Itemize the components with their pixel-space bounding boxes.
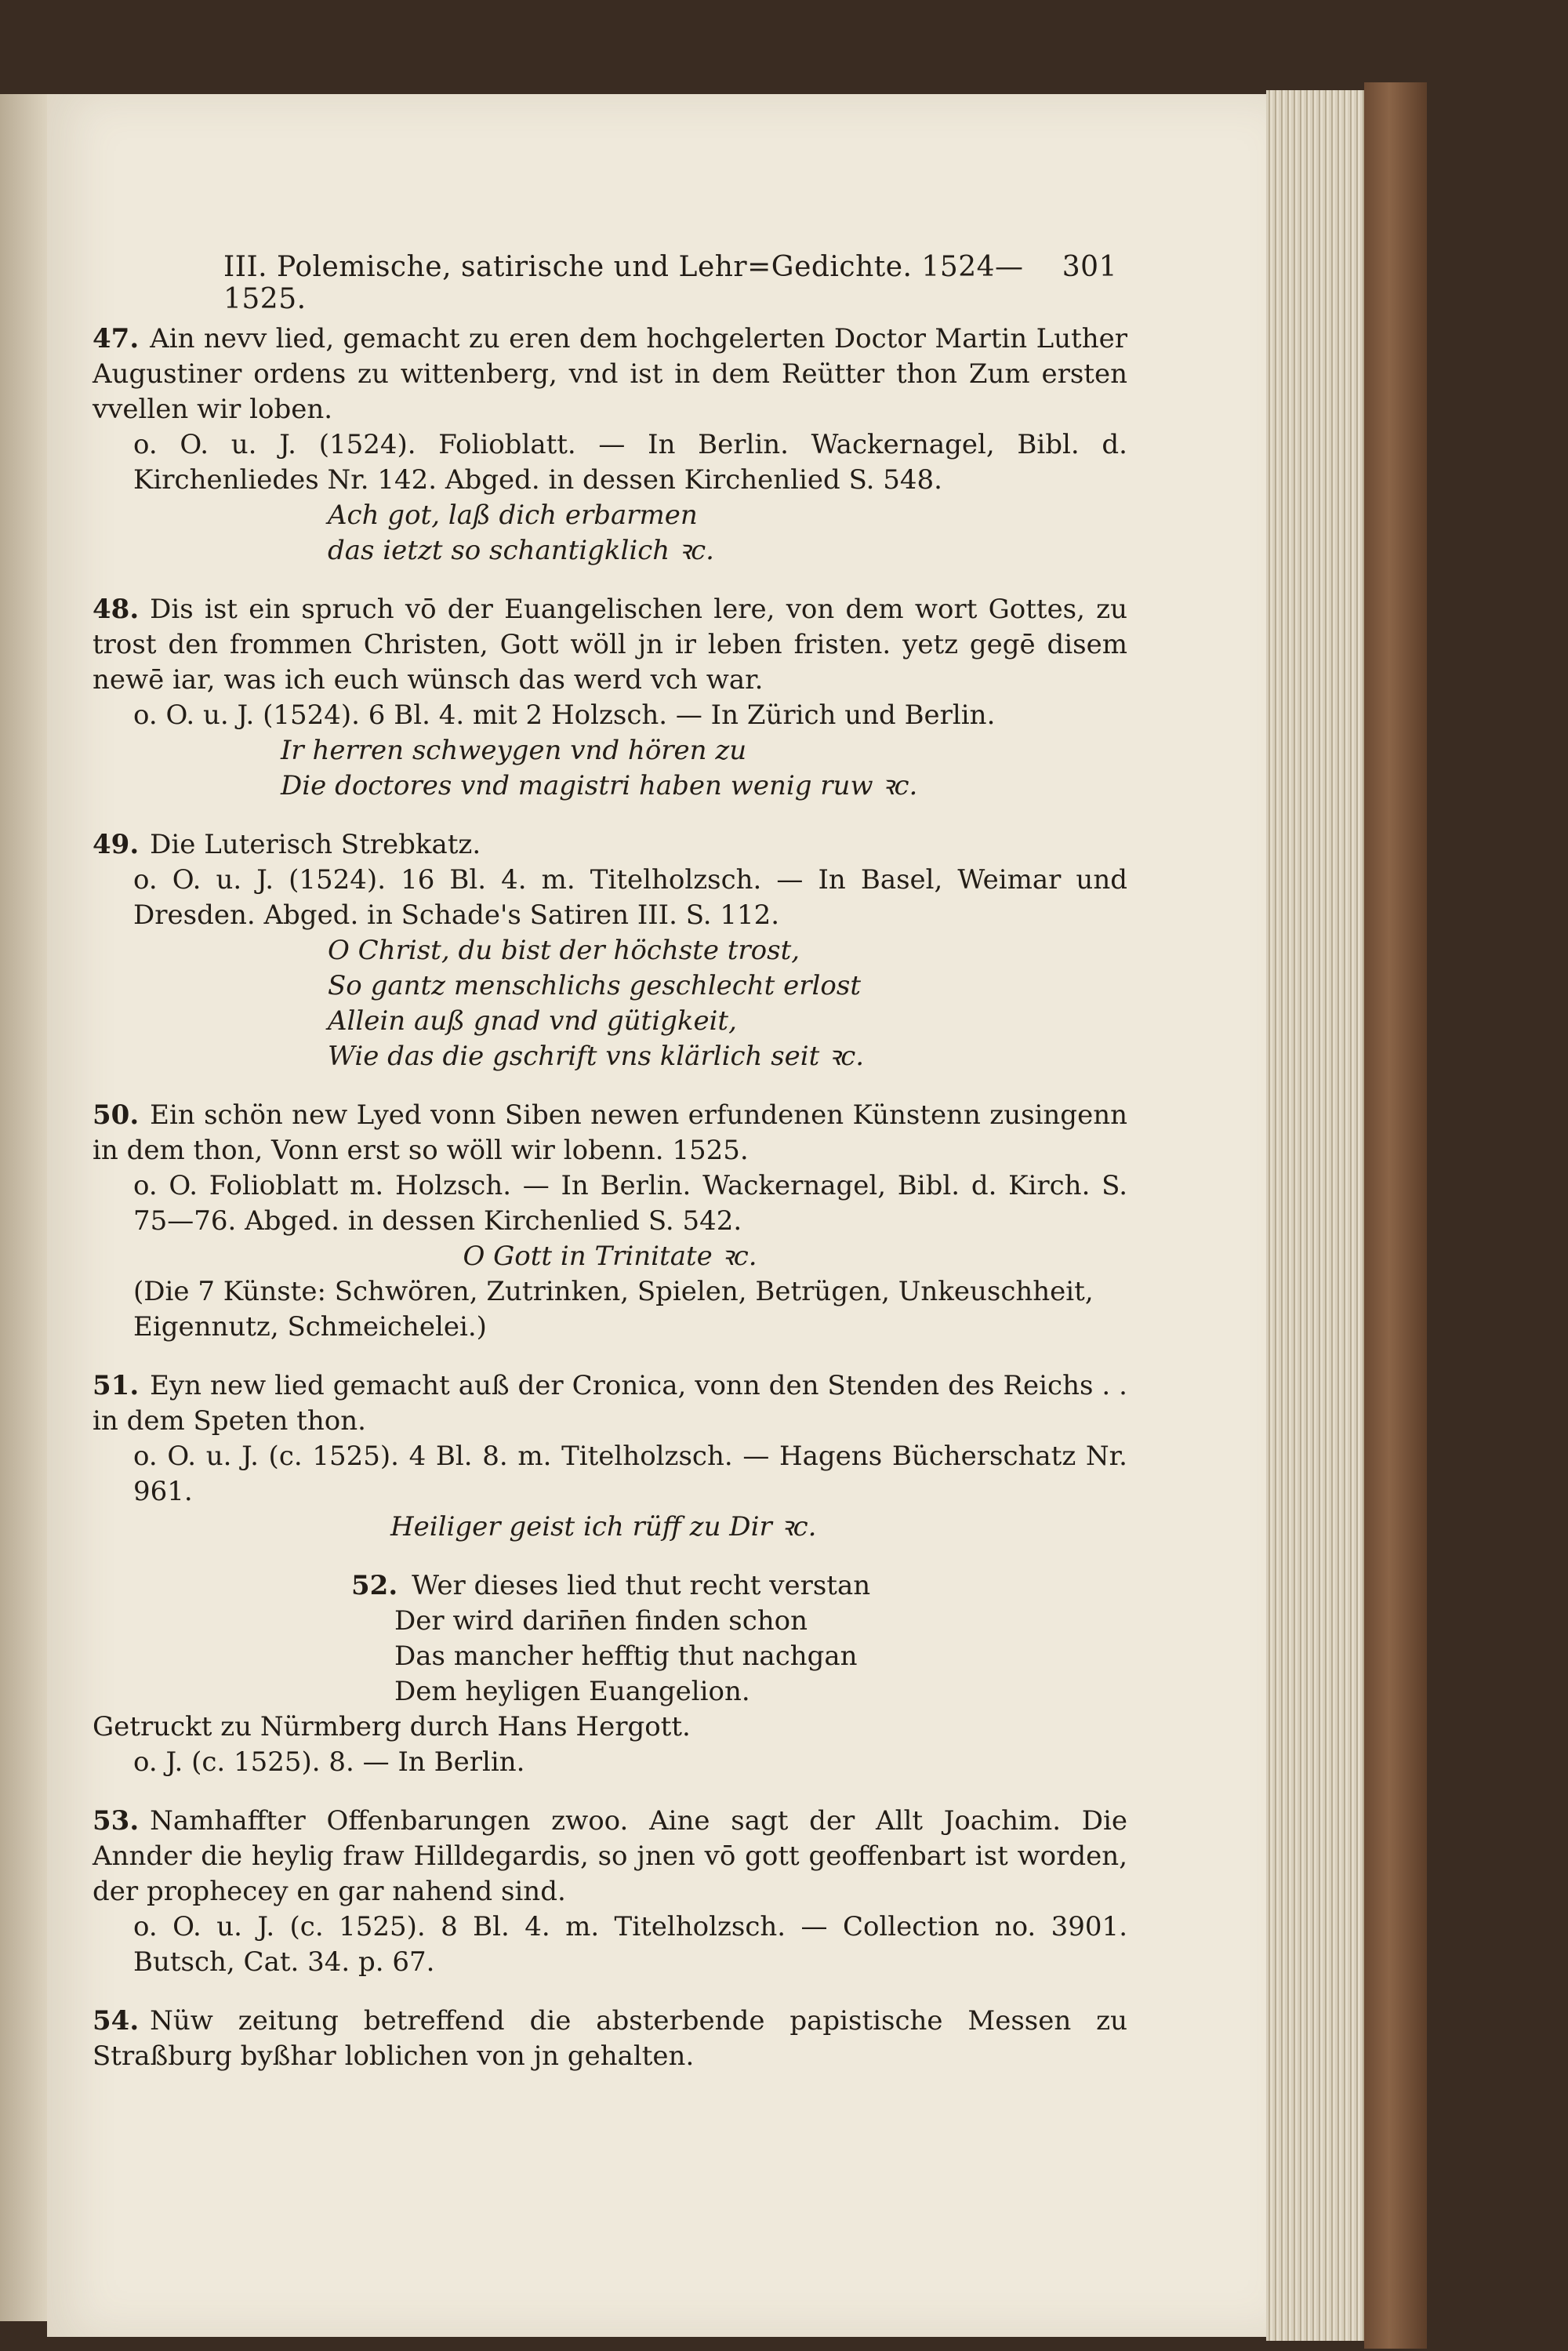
incipit-line: Allein auß gnad vnd gütigkeit,: [328, 1005, 737, 1037]
entry-53: [93, 1804, 1127, 1980]
poem-line: Dem heyligen Euangelion.: [394, 1676, 750, 1707]
entry-bibliography: o. O. u. J. (1524). 16 Bl. 4. m. Titelholzsch. — In Basel, Weimar und Dresden. Abged. in Schade's Satiren III. S. 112.: [133, 864, 1127, 931]
page-stack-edges: [1266, 90, 1364, 2341]
entry-bibliography: o. O. Folioblatt m. Holzsch. — In Berlin. Wackernagel, Bibl. d. Kirch. S. 75—76. Abged. in dessen Kirchenlied S. 542.: [133, 1170, 1127, 1237]
entry-bibliography: o. O. u. J. (1524). Folioblatt. — In Berlin. Wackernagel, Bibl. d. Kirchenliedes Nr. 142. Abged. in dessen Kirchenlied S. 548.: [133, 429, 1127, 496]
running-head: [223, 251, 1117, 315]
incipit-line: Die doctores vnd magistri haben wenig ruw ꝛc.: [281, 770, 918, 801]
incipit-line: Ach got, laß dich erbarmen: [328, 500, 698, 531]
entry-49: [93, 827, 1127, 1074]
incipit-line: So gantz menschlichs geschlecht erlost: [328, 970, 861, 1001]
entry-number: 52.: [351, 1570, 398, 1601]
entry-bibliography: o. O. u. J. (c. 1525). 8 Bl. 4. m. Titelholzsch. — Collection no. 3901. Butsch, Cat. 34. p. 67.: [133, 1911, 1127, 1978]
entry-title: Getruckt zu Nürmberg durch Hans Hergott.: [93, 1711, 691, 1742]
entry-54: [93, 2004, 1127, 2074]
incipit-line: das ietzt so schantigklich ꝛc.: [328, 535, 714, 566]
entry-bibliography: o. J. (c. 1525). 8. — In Berlin.: [133, 1746, 525, 1778]
entry-bibliography: o. O. u. J. (c. 1525). 4 Bl. 8. m. Titelholzsch. — Hagens Bücherschatz Nr. 961.: [133, 1441, 1127, 1507]
entry-title: Nüw zeitung betreffend die absterbende papistische Messen zu Straßburg byßhar loblichen von jn gehalten.: [93, 2005, 1127, 2072]
entry-number: 49.: [93, 829, 140, 860]
entry-number: 47.: [93, 323, 140, 354]
running-head-title: III. Polemische, satirische und Lehr=Gedichte. 1524—1525.: [223, 251, 1024, 315]
incipit-line: Wie das die gschrift vns klärlich seit ꝛc.: [328, 1041, 865, 1072]
page-number: 301: [1062, 251, 1117, 283]
entry-51: [93, 1368, 1127, 1545]
entry-number: 54.: [93, 2005, 140, 2037]
incipit-line: O Christ, du bist der höchste trost,: [328, 935, 800, 966]
entry-47: [93, 322, 1127, 569]
entry-title: Ain nevv lied, gemacht zu eren dem hochgelerten Doctor Martin Luther Augustiner ordens zu wittenberg, vnd ist in dem Reütter thon Zum ersten vvellen wir loben.: [93, 323, 1127, 425]
poem-line: Das mancher hefftig thut nachgan: [394, 1641, 858, 1672]
entry-title: Ein schön new Lyed vonn Siben newen erfundenen Künstenn zusingenn in dem thon, Vonn erst so wöll wir lobenn. 1525.: [93, 1099, 1127, 1166]
page-content: [93, 322, 1127, 2098]
entry-50: [93, 1098, 1127, 1345]
entry-bibliography: o. O. u. J. (1524). 6 Bl. 4. mit 2 Holzsch. — In Zürich und Berlin.: [133, 699, 996, 731]
entry-title: Eyn new lied gemacht auß der Cronica, vonn den Stenden des Reichs . . in dem Speten thon.: [93, 1370, 1127, 1437]
incipit-line: Heiliger geist ich rüff zu Dir ꝛc.: [390, 1511, 817, 1543]
entry-number: 48.: [93, 594, 140, 625]
entry-number: 53.: [93, 1805, 140, 1837]
entry-number: 51.: [93, 1370, 140, 1401]
incipit-line: Ir herren schweygen vnd hören zu: [281, 735, 747, 766]
book-cover-edge: [1364, 82, 1427, 2349]
entry-title: Die Luterisch Strebkatz.: [150, 829, 481, 860]
entry-title: Namhaffter Offenbarungen zwoo. Aine sagt der Allt Joachim. Die Annder die heylig fraw Hilldegardis, so jnen vō gott geoffenbart ist worden, der prophecey en gar nahend sind.: [93, 1805, 1127, 1907]
entry-title: Dis ist ein spruch vō der Euangelischen lere, von dem wort Gottes, zu trost den frommen Christen, Gott wöll jn ir leben fristen. yetz gegē disem newē iar, was ich euch wünsch das werd vch war.: [93, 594, 1127, 696]
poem-line: Der wird darin̄en finden schon: [394, 1605, 808, 1637]
incipit-line: O Gott in Trinitate ꝛc.: [463, 1241, 757, 1272]
entry-52: [93, 1568, 1127, 1780]
entry-note: (Die 7 Künste: Schwören, Zutrinken, Spielen, Betrügen, Unkeuschheit, Eigennutz, Schmeichelei.): [133, 1276, 1094, 1343]
entry-48: [93, 592, 1127, 804]
poem-line: Wer dieses lied thut recht verstan: [412, 1570, 871, 1601]
entry-number: 50.: [93, 1099, 140, 1131]
